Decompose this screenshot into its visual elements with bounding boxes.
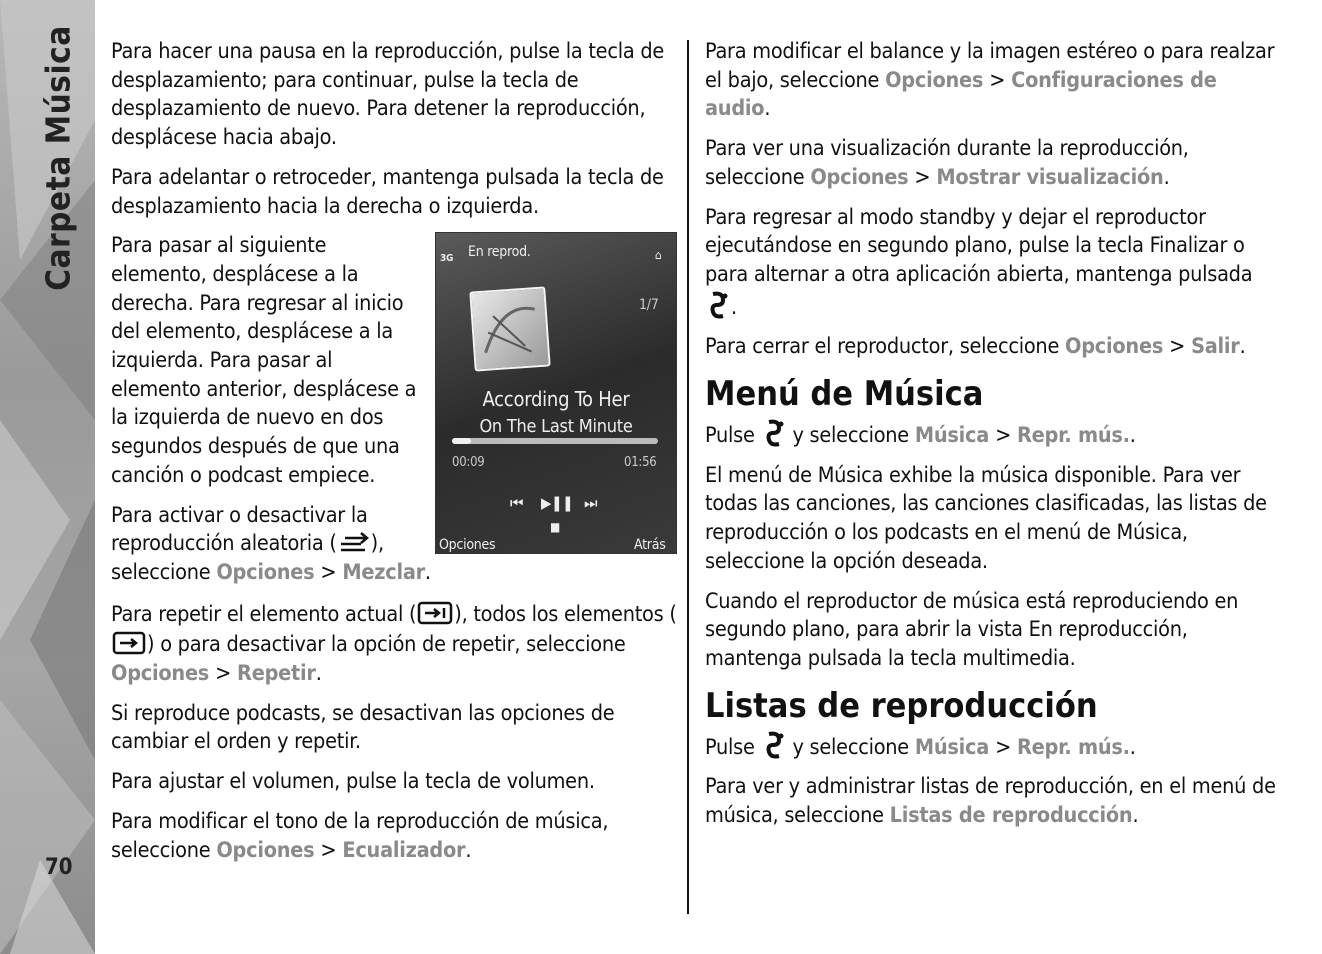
total-time: 01:56 [624, 455, 657, 471]
paragraph: El menú de Música exhibe la música disponible. Para ver todas las canciones, las canciones clasificadas, las listas de reproducción o los podcasts en el menú de Música, seleccione la opción deseada. [705, 462, 1267, 574]
screen-title: En reprod. [468, 244, 531, 261]
menu-key-icon [761, 418, 787, 448]
page-number: 70 [45, 855, 73, 880]
menu-option-options: Opciones [885, 67, 984, 93]
repeat-one-icon [416, 599, 454, 627]
paragraph: Para modificar el tono de la reproducción de música, seleccione Opciones > Ecualizador. [111, 808, 609, 863]
section-sidebar [0, 0, 95, 954]
stop-icon[interactable]: ■ [550, 520, 560, 535]
paragraph: Para regresar al modo standby y dejar el reproductor ejecutándose en segundo plano, pulse la tecla Finalizar o para alternar a otra aplicación abierta, mantenga pulsada . [705, 204, 1253, 320]
paragraph: Pulse y seleccione Música > Repr. mús.. [705, 730, 1280, 763]
menu-option-music: Música [914, 734, 990, 760]
menu-option-equalizer: Ecualizador [342, 837, 466, 863]
section-title: Carpeta Música [38, 25, 78, 291]
menu-option-exit: Salir [1191, 334, 1240, 360]
paragraph: Para hacer una pausa en la reproducción, pulse la tecla de desplazamiento; para continuar, pulse la tecla de desplazamiento de nuevo. Para detener la reproducción, desplácese hacia abajo. [111, 39, 665, 151]
paragraph: Para ver y administrar listas de reproducción, en el menú de música, seleccione Listas de reproducción. [705, 774, 1276, 829]
elapsed-time: 00:09 [452, 455, 485, 471]
softkey-options[interactable]: Opciones [439, 537, 496, 554]
paragraph: Cuando el reproductor de música está reproduciendo en segundo plano, para abrir la vista En reproducción, mantenga pulsada la tecla multimedia. [705, 588, 1239, 671]
paragraph: Para ver una visualización durante la reproducción, seleccione Opciones > Mostrar visualización. [705, 136, 1189, 190]
right-column [705, 38, 1280, 842]
album-art [469, 287, 550, 372]
album-cover-pattern-icon [471, 289, 548, 370]
paragraph: Para activar o desactivar la reproducción aleatoria ( ), seleccione Opciones > Mezclar. [111, 502, 431, 585]
menu-key-icon [705, 290, 731, 320]
signal-indicator: 3G [440, 253, 454, 265]
paragraph: Para ajustar el volumen, pulse la tecla de volumen. [111, 769, 595, 795]
menu-option-options: Opciones [216, 837, 315, 863]
previous-icon[interactable]: ⏮ [510, 494, 524, 513]
paragraph: Para cerrar el reproductor, seleccione Opciones > Salir. [705, 334, 1246, 360]
paragraph: Pulse y seleccione Música > Repr. mús.. [705, 418, 1280, 451]
column-divider [687, 40, 689, 914]
menu-option-repeat: Repetir [237, 661, 316, 687]
menu-option-audio-settings: Configuraciones de audio [705, 67, 1217, 122]
track-counter: 1/7 [639, 297, 659, 314]
album-title: On The Last Minute [479, 416, 633, 438]
menu-option-options: Opciones [1065, 334, 1164, 360]
menu-key-icon [761, 730, 787, 760]
menu-option-playlists: Listas de reproducción [889, 803, 1133, 829]
menu-option-options: Opciones [111, 661, 210, 687]
paragraph: Para repetir el elemento actual ( ), todos los elementos () o para desactivar la opción de repetir, seleccione Opciones > Repetir. [111, 599, 679, 689]
next-icon[interactable]: ⏭ [584, 494, 598, 513]
paragraph: Para pasar al siguiente elemento, desplácese a la derecha. Para regresar al inicio del elemento, desplácese a la izquierda. Para pasar al elemento anterior, desplácese a la izquierda de nuevo en dos segundos después de que una canción o podcast empiece. [111, 233, 417, 488]
paragraph: Si reproduce podcasts, se desactivan las opciones de cambiar el orden y repetir. [111, 700, 615, 755]
progress-fill [452, 438, 471, 444]
menu-option-show-visualization: Mostrar visualización [936, 164, 1164, 190]
paragraph: Para modificar el balance y la imagen estéreo o para realzar el bajo, seleccione Opciones > Configuraciones de audio. [705, 39, 1275, 122]
shuffle-icon [337, 530, 371, 556]
now-playing-screen [435, 232, 677, 554]
heading-playlists: Listas de reproducción [705, 685, 1098, 726]
battery-icon: ⌂ [655, 248, 662, 263]
song-title: According To Her [482, 387, 630, 412]
phone-screenshot-figure [435, 232, 679, 556]
menu-option-music-player: Repr. mús. [1017, 423, 1130, 449]
progress-bar[interactable] [452, 438, 658, 444]
menu-option-options: Opciones [810, 164, 909, 190]
heading-music-menu: Menú de Música [705, 374, 984, 415]
menu-option-music: Música [914, 423, 990, 449]
menu-option-shuffle: Mezclar [342, 559, 425, 585]
softkey-back[interactable]: Atrás [634, 537, 666, 554]
repeat-all-icon [111, 629, 147, 657]
menu-option-options: Opciones [216, 559, 315, 585]
menu-option-music-player: Repr. mús. [1017, 734, 1130, 760]
play-pause-icon[interactable]: ▶❚❚ [541, 494, 574, 513]
left-column [111, 38, 679, 876]
paragraph: Para adelantar o retroceder, mantenga pulsada la tecla de desplazamiento hacia la derecha o izquierda. [111, 164, 664, 219]
